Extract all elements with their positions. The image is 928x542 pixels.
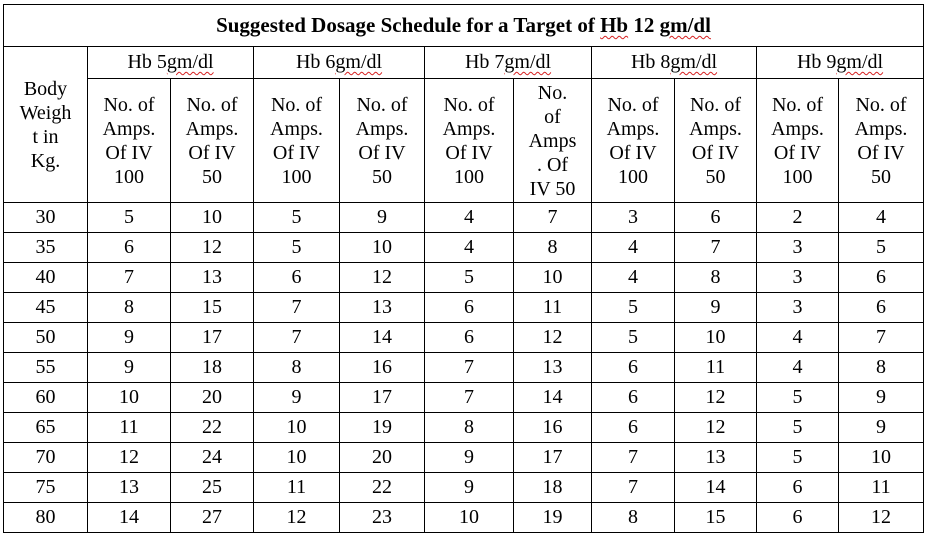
body-weight-cell: 60 [4,383,88,413]
ampoule-count-cell: 25 [171,473,254,503]
ampoule-count-cell: 4 [757,353,839,383]
ampoule-count-cell: 15 [675,503,757,533]
table-row [4,293,924,323]
group-hb-unit: gm/dl [166,51,214,73]
group-header-row [4,47,924,79]
subheader-cell: No. of Amps. Of IV 50 [839,79,924,203]
ampoule-count-cell: 7 [425,353,514,383]
table-row [4,413,924,443]
ampoule-count-cell: 12 [254,503,340,533]
group-hb-unit: gm/dl [836,51,884,73]
ampoule-count-cell: 6 [425,293,514,323]
body-weight-cell: 45 [4,293,88,323]
ampoule-count-cell: 7 [675,233,757,263]
group-header-hb5 [88,47,254,79]
ampoule-count-cell: 4 [757,323,839,353]
ampoule-count-cell: 5 [592,293,675,323]
ampoule-count-cell: 6 [757,503,839,533]
ampoule-count-cell: 7 [514,203,592,233]
ampoule-count-cell: 7 [839,323,924,353]
group-hb-value: 7 [489,51,505,73]
ampoule-count-cell: 10 [839,443,924,473]
ampoule-count-cell: 7 [425,383,514,413]
title-hb: Hb [600,13,629,37]
table-row [4,503,924,533]
ampoule-count-cell: 4 [839,203,924,233]
subheader-cell: No. of Amps. Of IV 100 [425,79,514,203]
dosage-document [3,4,924,533]
ampoule-count-cell: 6 [592,413,675,443]
ampoule-count-cell: 13 [675,443,757,473]
ampoule-count-cell: 11 [675,353,757,383]
ampoule-count-cell: 7 [254,293,340,323]
ampoule-count-cell: 20 [171,383,254,413]
ampoule-count-cell: 8 [514,233,592,263]
subheader-cell: No. of Amps. Of IV 50 [340,79,425,203]
ampoule-count-cell: 6 [839,263,924,293]
table-body [4,203,924,533]
ampoule-count-cell: 8 [839,353,924,383]
ampoule-count-cell: 7 [592,443,675,473]
group-hb-unit: gm/dl [504,51,552,73]
ampoule-count-cell: 10 [425,503,514,533]
ampoule-count-cell: 11 [88,413,171,443]
ampoule-count-cell: 17 [171,323,254,353]
subheader-cell: No. of Amps. Of IV 100 [88,79,171,203]
ampoule-count-cell: 5 [757,413,839,443]
ampoule-count-cell: 5 [254,233,340,263]
title-row [4,5,924,47]
ampoule-count-cell: 3 [757,233,839,263]
group-hb-unit: gm/dl [335,51,383,73]
ampoule-count-cell: 12 [675,383,757,413]
ampoule-count-cell: 6 [592,383,675,413]
ampoule-count-cell: 22 [171,413,254,443]
ampoule-count-cell: 5 [425,263,514,293]
ampoule-count-cell: 4 [592,233,675,263]
ampoule-count-cell: 16 [340,353,425,383]
ampoule-count-cell: 15 [171,293,254,323]
group-header-hb6 [254,47,425,79]
ampoule-count-cell: 6 [592,353,675,383]
body-weight-cell: 35 [4,233,88,263]
ampoule-count-cell: 10 [254,413,340,443]
ampoule-count-cell: 8 [254,353,340,383]
ampoule-count-cell: 22 [340,473,425,503]
ampoule-count-cell: 9 [675,293,757,323]
ampoule-count-cell: 3 [592,203,675,233]
ampoule-count-cell: 7 [592,473,675,503]
table-row [4,473,924,503]
title-unit: gm/dl [659,13,711,37]
ampoule-count-cell: 12 [675,413,757,443]
subheader-cell: No. of Amps . Of IV 50 [514,79,592,203]
table-row [4,203,924,233]
ampoule-count-cell: 4 [592,263,675,293]
ampoule-count-cell: 12 [88,443,171,473]
ampoule-count-cell: 4 [425,233,514,263]
ampoule-count-cell: 10 [88,383,171,413]
ampoule-count-cell: 10 [340,233,425,263]
ampoule-count-cell: 8 [88,293,171,323]
ampoule-count-cell: 23 [340,503,425,533]
ampoule-count-cell: 5 [839,233,924,263]
body-weight-cell: 75 [4,473,88,503]
ampoule-count-cell: 6 [88,233,171,263]
ampoule-count-cell: 6 [675,203,757,233]
group-hb-label: Hb [127,51,152,73]
ampoule-count-cell: 12 [839,503,924,533]
ampoule-count-cell: 7 [88,263,171,293]
body-weight-cell: 40 [4,263,88,293]
ampoule-count-cell: 13 [88,473,171,503]
title-middle: 12 [628,13,660,37]
subheader-cell: No. of Amps. Of IV 100 [592,79,675,203]
ampoule-count-cell: 13 [514,353,592,383]
table-row [4,353,924,383]
subheader-cell: No. of Amps. Of IV 100 [757,79,839,203]
ampoule-count-cell: 4 [425,203,514,233]
ampoule-count-cell: 11 [839,473,924,503]
body-weight-cell: 70 [4,443,88,473]
group-hb-label: Hb [796,51,822,73]
ampoule-count-cell: 8 [675,263,757,293]
table-row [4,443,924,473]
ampoule-count-cell: 10 [514,263,592,293]
ampoule-count-cell: 11 [254,473,340,503]
subheader-row [4,79,924,203]
group-header-hb8 [592,47,757,79]
body-weight-cell: 50 [4,323,88,353]
group-hb-value: 5 [151,51,167,73]
ampoule-count-cell: 6 [254,263,340,293]
group-hb-value: 8 [655,51,671,73]
ampoule-count-cell: 5 [757,443,839,473]
table-row [4,383,924,413]
ampoule-count-cell: 27 [171,503,254,533]
ampoule-count-cell: 10 [254,443,340,473]
table-title [4,5,924,47]
ampoule-count-cell: 12 [171,233,254,263]
ampoule-count-cell: 2 [757,203,839,233]
group-header-hb9 [757,47,924,79]
ampoule-count-cell: 14 [340,323,425,353]
ampoule-count-cell: 7 [254,323,340,353]
body-weight-cell: 65 [4,413,88,443]
ampoule-count-cell: 19 [514,503,592,533]
title-prefix: Suggested Dosage Schedule for a Target of [216,13,601,37]
ampoule-count-cell: 6 [839,293,924,323]
ampoule-count-cell: 10 [171,203,254,233]
group-header-hb7 [425,47,592,79]
body-weight-cell: 80 [4,503,88,533]
subheader-cell: No. of Amps. Of IV 100 [254,79,340,203]
group-hb-label: Hb [295,51,321,73]
table-row [4,263,924,293]
ampoule-count-cell: 5 [254,203,340,233]
ampoule-count-cell: 14 [88,503,171,533]
ampoule-count-cell: 17 [514,443,592,473]
ampoule-count-cell: 8 [425,413,514,443]
ampoule-count-cell: 24 [171,443,254,473]
ampoule-count-cell: 3 [757,293,839,323]
ampoule-count-cell: 12 [514,323,592,353]
ampoule-count-cell: 9 [88,323,171,353]
ampoule-count-cell: 13 [340,293,425,323]
ampoule-count-cell: 5 [757,383,839,413]
ampoule-count-cell: 14 [675,473,757,503]
ampoule-count-cell: 5 [88,203,171,233]
ampoule-count-cell: 9 [88,353,171,383]
ampoule-count-cell: 6 [425,323,514,353]
ampoule-count-cell: 20 [340,443,425,473]
group-hb-unit: gm/dl [670,51,718,73]
group-hb-label: Hb [464,51,490,73]
dosage-table [3,4,924,533]
ampoule-count-cell: 11 [514,293,592,323]
ampoule-count-cell: 3 [757,263,839,293]
ampoule-count-cell: 18 [171,353,254,383]
ampoule-count-cell: 14 [514,383,592,413]
group-hb-value: 6 [320,51,336,73]
body-weight-header: Body Weigh t in Kg. [4,47,88,203]
body-weight-cell: 30 [4,203,88,233]
ampoule-count-cell: 6 [757,473,839,503]
ampoule-count-cell: 13 [171,263,254,293]
group-hb-value: 9 [821,51,837,73]
ampoule-count-cell: 9 [425,443,514,473]
ampoule-count-cell: 9 [839,383,924,413]
table-row [4,323,924,353]
ampoule-count-cell: 19 [340,413,425,443]
ampoule-count-cell: 9 [340,203,425,233]
ampoule-count-cell: 17 [340,383,425,413]
ampoule-count-cell: 16 [514,413,592,443]
subheader-cell: No. of Amps. Of IV 50 [675,79,757,203]
ampoule-count-cell: 9 [839,413,924,443]
ampoule-count-cell: 9 [254,383,340,413]
body-weight-cell: 55 [4,353,88,383]
table-row [4,233,924,263]
group-hb-label: Hb [630,51,656,73]
ampoule-count-cell: 9 [425,473,514,503]
ampoule-count-cell: 18 [514,473,592,503]
ampoule-count-cell: 8 [592,503,675,533]
ampoule-count-cell: 12 [340,263,425,293]
ampoule-count-cell: 10 [675,323,757,353]
ampoule-count-cell: 5 [592,323,675,353]
subheader-cell: No. of Amps. Of IV 50 [171,79,254,203]
